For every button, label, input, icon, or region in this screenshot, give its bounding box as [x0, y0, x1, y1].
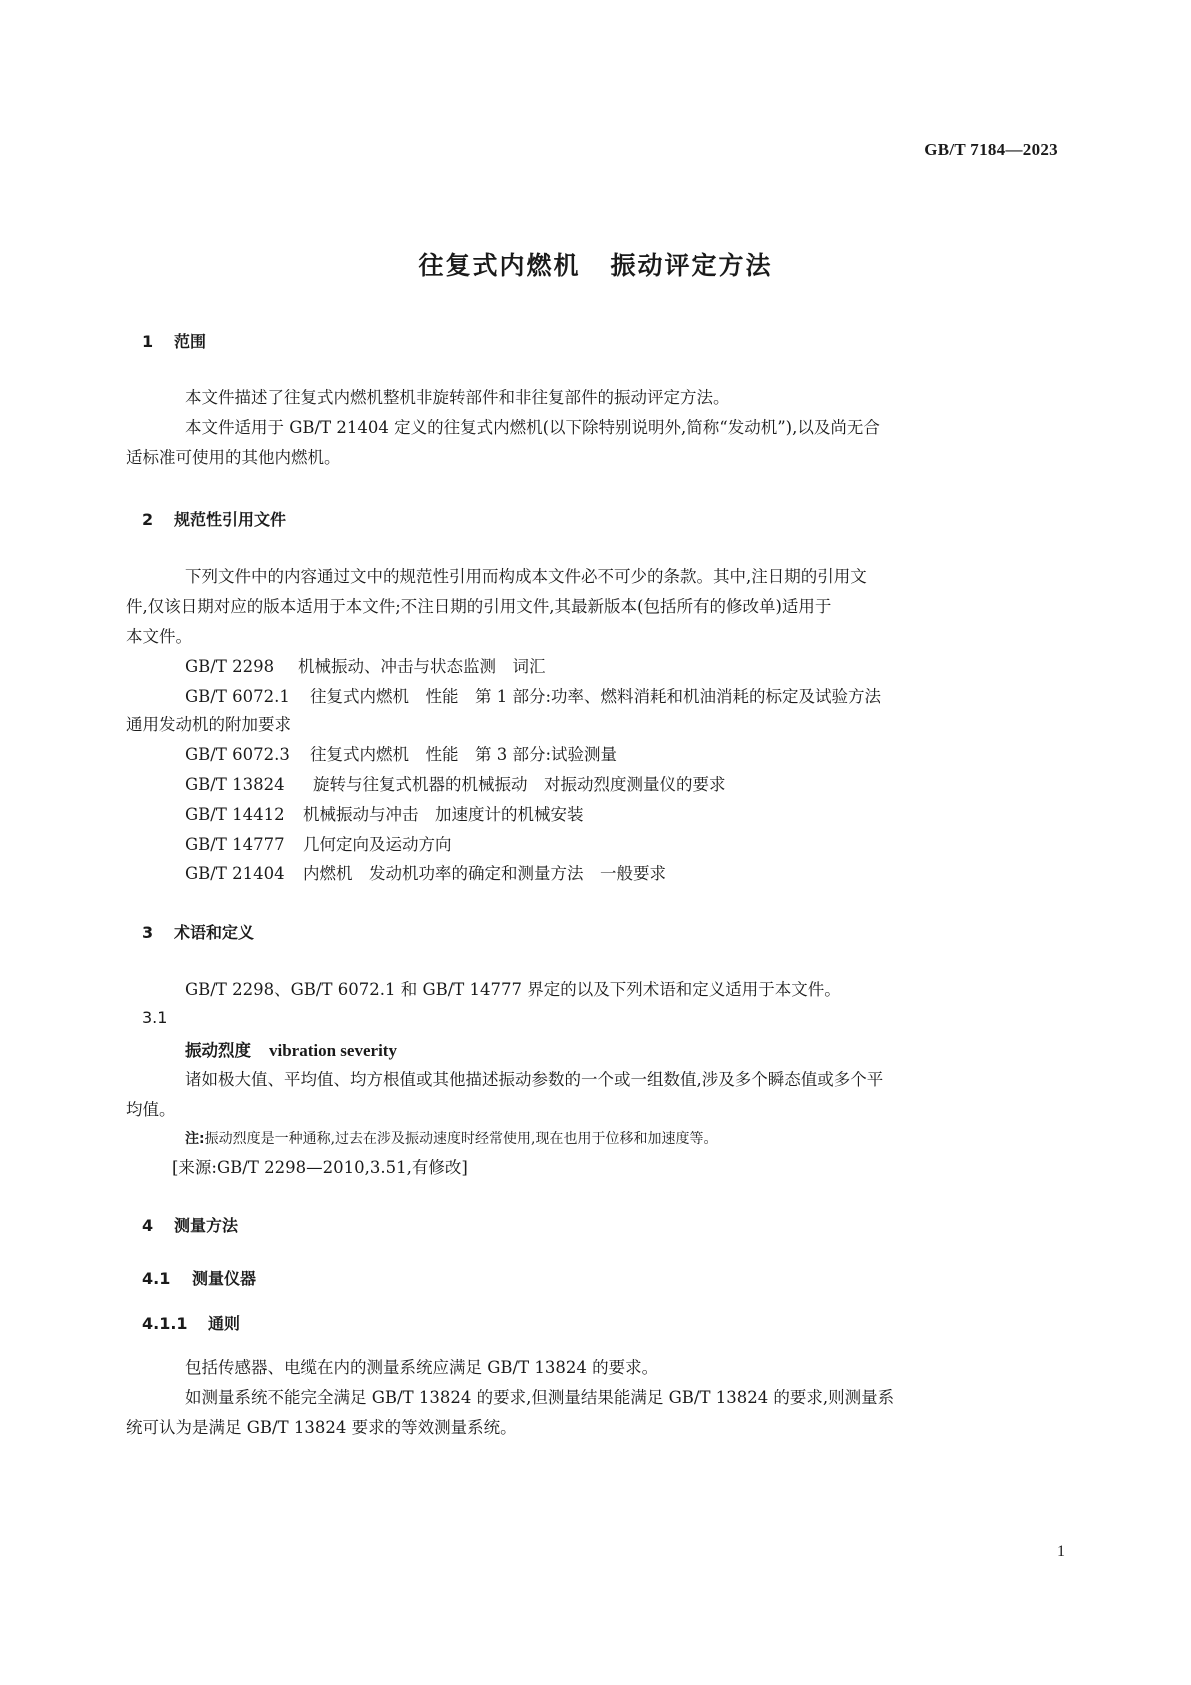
title-part1: 往复式内燃机 [418, 251, 581, 280]
paragraph: 本文件适用于 GB/T 21404 定义的往复式内燃机(以下除特别说明外,简称“发动机”),以及尚无合 [185, 418, 880, 437]
paragraph: 下列文件中的内容通过文中的规范性引用而构成本文件必不可少的条款。其中,注日期的引用文 [185, 567, 867, 586]
reference-code: GB/T 2298 [185, 657, 275, 676]
reference-title: 几何定向及运动方向 [303, 835, 452, 854]
reference-title: 往复式内燃机 性能 第 3 部分:试验测量 [310, 745, 618, 764]
section-title: 测量方法 [174, 1216, 239, 1235]
reference-item [185, 741, 617, 765]
reference-code: GB/T 6072.1 [185, 687, 290, 706]
term-number: 3.1 [142, 1008, 168, 1027]
paragraph-continuation: 统可认为是满足 GB/T 13824 要求的等效测量系统。 [126, 1418, 517, 1437]
definition-continuation: 均值。 [126, 1100, 176, 1119]
paragraph: 如测量系统不能完全满足 GB/T 13824 的要求,但测量结果能满足 GB/T 13824 的要求,则测量系 [185, 1388, 895, 1407]
definition: 诸如极大值、平均值、均方根值或其他描述振动参数的一个或一组数值,涉及多个瞬态值或多个平 [185, 1070, 884, 1089]
document-title [0, 246, 1191, 282]
reference-code: GB/T 6072.3 [185, 745, 290, 764]
reference-code: GB/T 21404 [185, 864, 285, 883]
title-part2: 振动评定方法 [610, 251, 773, 280]
reference-title: 机械振动、冲击与状态监测 词汇 [298, 657, 546, 676]
standard-number: GB/T 7184—2023 [924, 140, 1058, 159]
note-label: 注: [185, 1131, 205, 1147]
paragraph: 本文件描述了往复式内燃机整机非旋转部件和非往复部件的振动评定方法。 [185, 388, 730, 407]
note [185, 1128, 718, 1148]
reference-title: 旋转与往复式机器的机械振动 对振动烈度测量仪的要求 [313, 775, 726, 794]
section-number: 4.1 [142, 1269, 171, 1288]
paragraph-continuation: 本文件。 [126, 627, 192, 646]
page-number: 1 [1057, 1543, 1065, 1560]
source-citation: [来源:GB/T 2298—2010,3.51,有修改] [172, 1158, 468, 1177]
paragraph: GB/T 2298、GB/T 6072.1 和 GB/T 14777 界定的以及下列术语和定义适用于本文件。 [185, 980, 841, 999]
paragraph: 包括传感器、电缆在内的测量系统应满足 GB/T 13824 的要求。 [185, 1358, 659, 1377]
section-title: 通则 [208, 1314, 241, 1333]
section-number: 3 [142, 923, 154, 942]
term-entry [185, 1037, 397, 1061]
reference-title: 往复式内燃机 性能 第 1 部分:功率、燃料消耗和机油消耗的标定及试验方法 [310, 687, 882, 706]
reference-item [185, 771, 726, 795]
section-number: 1 [142, 332, 154, 351]
section-title: 测量仪器 [192, 1269, 257, 1288]
section-title: 术语和定义 [174, 923, 255, 942]
subsection-4-1-1-heading [142, 1311, 240, 1334]
term-chinese: 振动烈度 [185, 1041, 251, 1060]
section-number: 4 [142, 1216, 154, 1235]
section-number: 4.1.1 [142, 1314, 188, 1333]
section-1-heading [142, 329, 206, 352]
section-title: 规范性引用文件 [174, 510, 287, 529]
section-number: 2 [142, 510, 154, 529]
reference-continuation: 通用发动机的附加要求 [126, 715, 291, 734]
paragraph-continuation: 件,仅该日期对应的版本适用于本文件;不注日期的引用文件,其最新版本(包括所有的修改单)适用于 [126, 597, 832, 616]
term-english: vibration severity [269, 1041, 397, 1060]
reference-title: 机械振动与冲击 加速度计的机械安装 [303, 805, 584, 824]
section-3-heading [142, 920, 254, 943]
note-text: 振动烈度是一种通称,过去在涉及振动速度时经常使用,现在也用于位移和加速度等。 [204, 1131, 718, 1147]
paragraph-continuation: 适标准可使用的其他内燃机。 [126, 448, 341, 467]
section-title: 范围 [174, 332, 207, 351]
reference-item [185, 831, 452, 855]
reference-code: GB/T 14412 [185, 805, 285, 824]
subsection-4-1-heading [142, 1266, 256, 1289]
section-4-heading [142, 1213, 238, 1236]
reference-title: 内燃机 发动机功率的确定和测量方法 一般要求 [303, 864, 666, 883]
reference-code: GB/T 14777 [185, 835, 285, 854]
reference-item [185, 801, 584, 825]
section-2-heading [142, 507, 286, 530]
reference-item [185, 653, 546, 677]
reference-item [185, 683, 881, 707]
reference-item [185, 860, 666, 884]
reference-code: GB/T 13824 [185, 775, 285, 794]
